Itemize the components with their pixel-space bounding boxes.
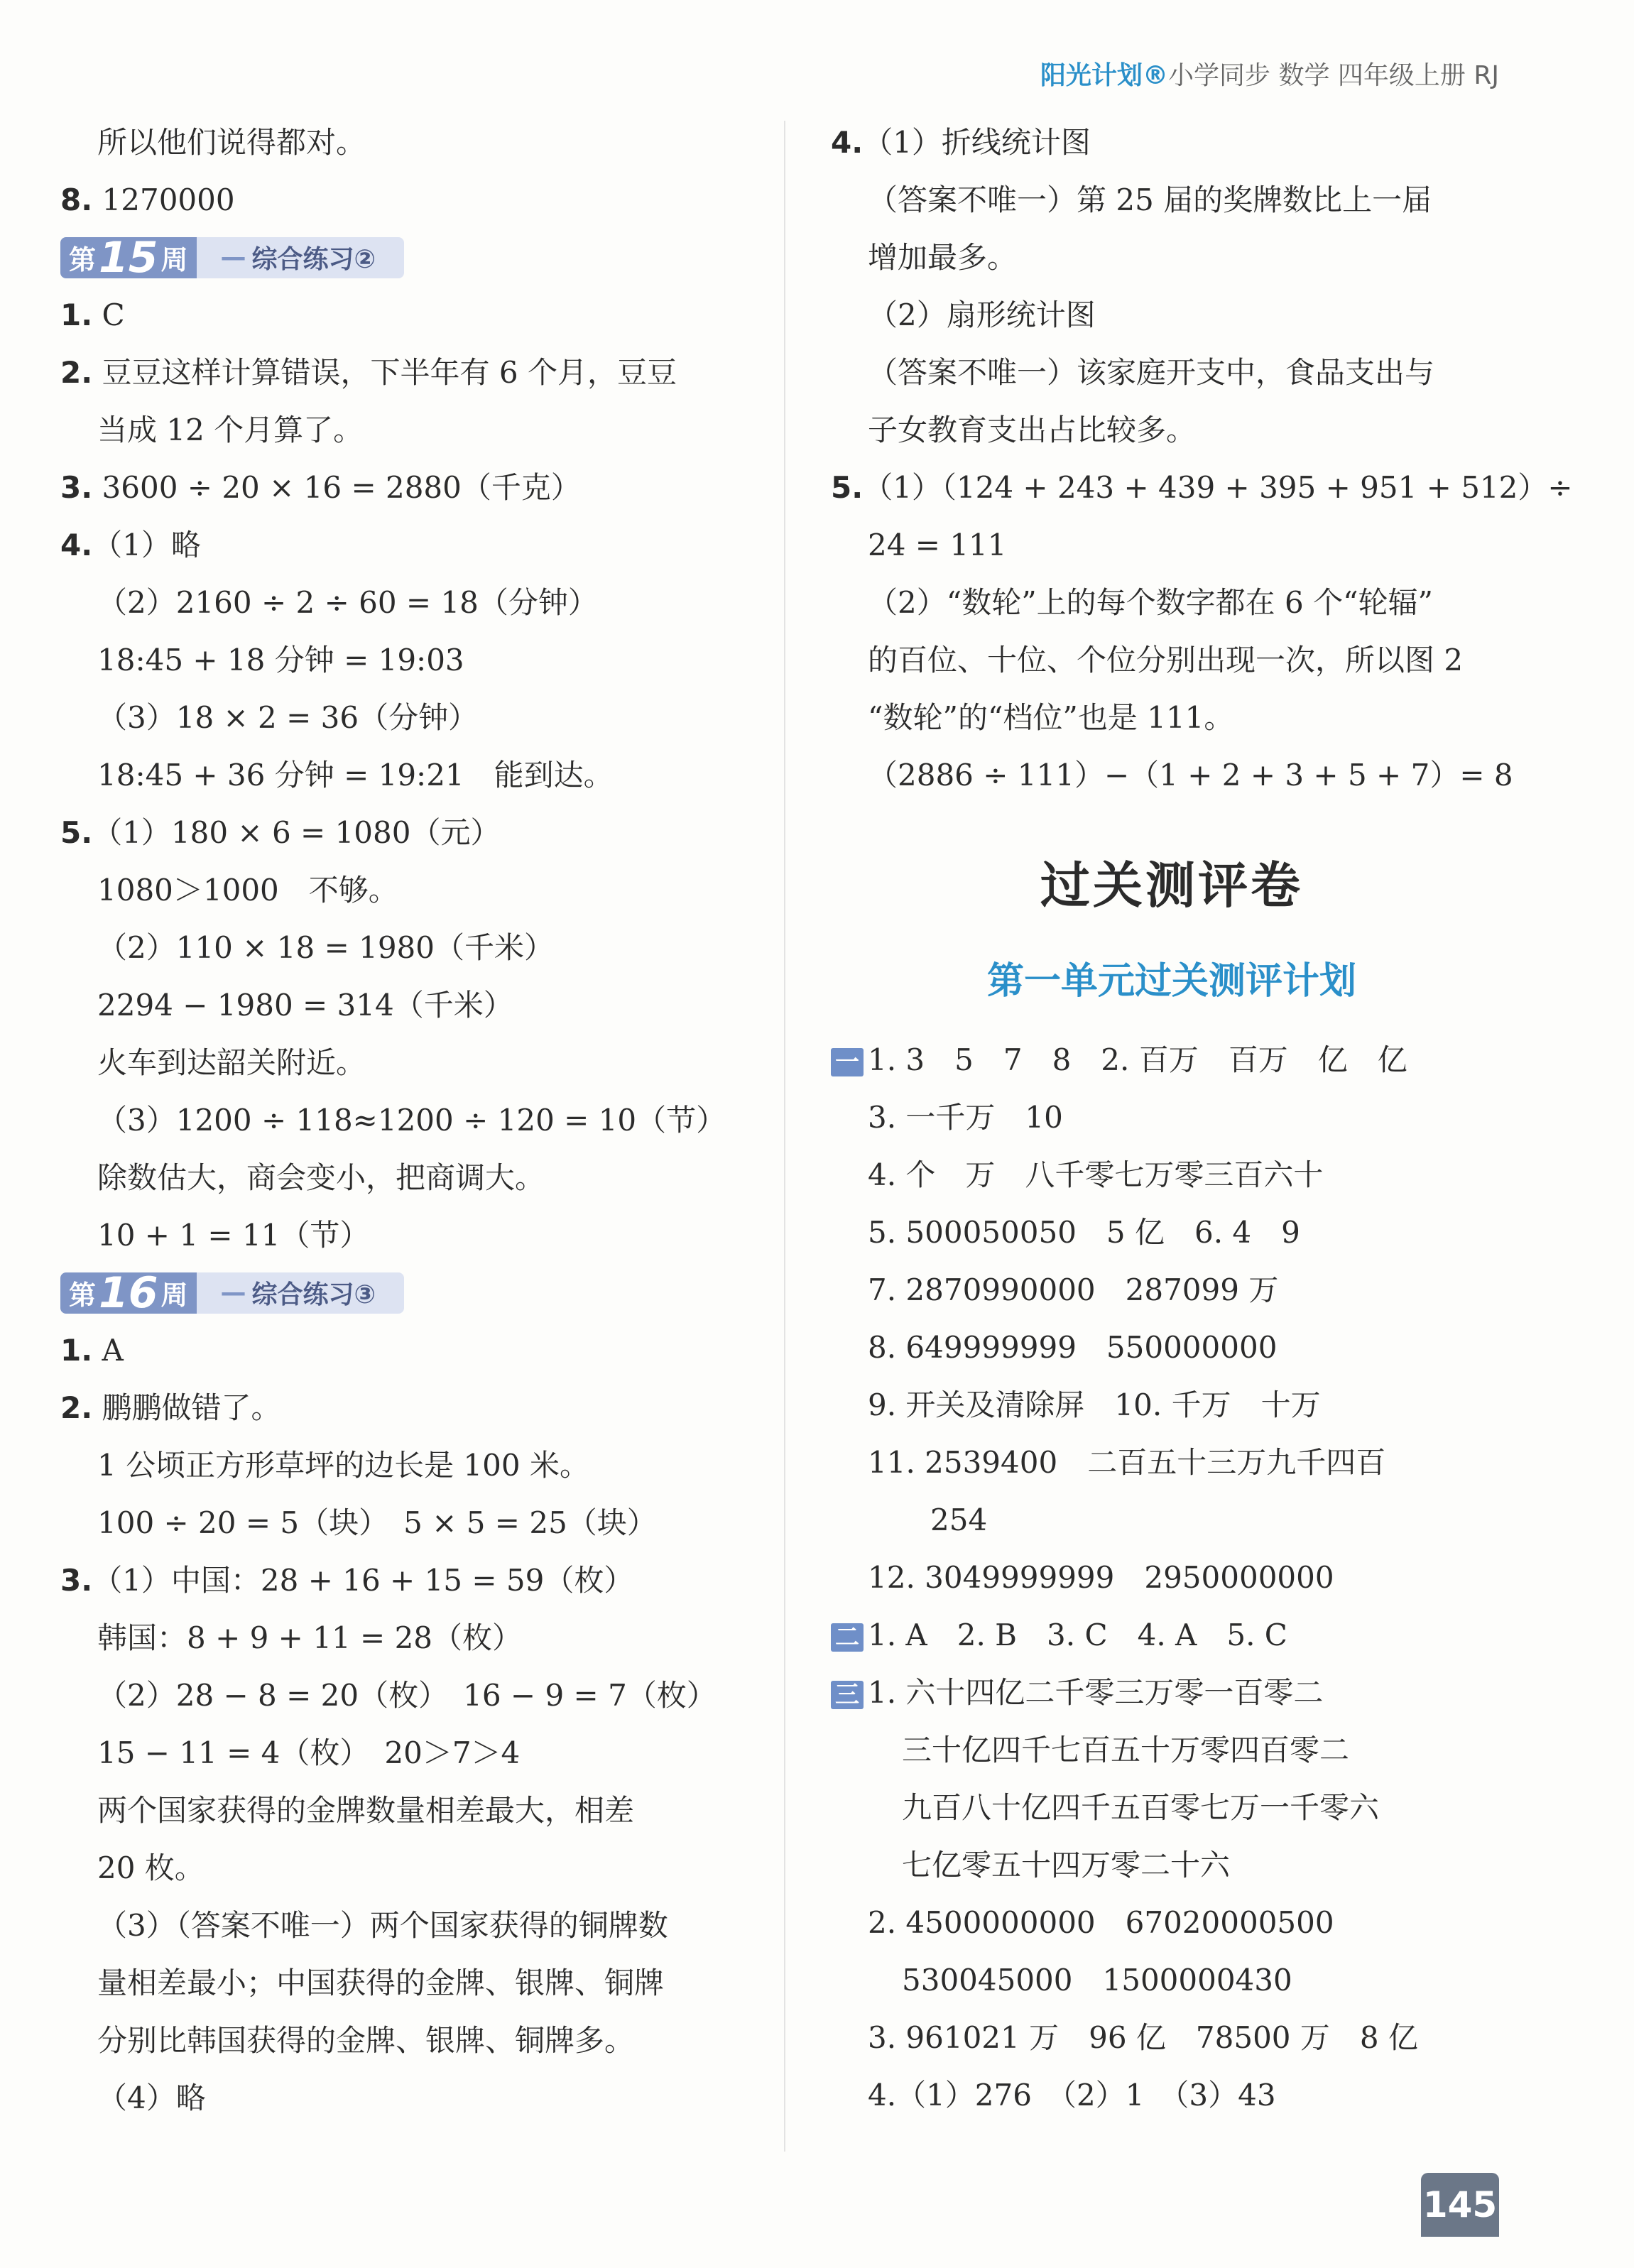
answer-line: 12. 3049999999 2950000000 [868,1560,1334,1595]
answer-line [60,1321,742,1379]
answer-line: 子女教育支出占比较多。 [868,413,1197,447]
answer-line: （2）110 × 18 = 1980（千米） [97,930,555,965]
answer-line [831,1031,1513,1089]
answer-line: 韩国：8 + 9 + 11 = 28（枚） [97,1620,523,1655]
column-divider [784,121,785,2152]
answer-line: 5. 500050050 5 亿 6. 4 9 [868,1215,1300,1250]
book-info: 小学同步 数学 四年级上册 RJ [1168,61,1499,90]
answer-line: （2）“数轮”上的每个数字都在 6 个“轮辐” [868,585,1434,620]
answer-line: （2）2160 ÷ 2 ÷ 60 = 18（分钟） [97,585,598,620]
answer-text: （1）（124 + 243 + 439 + 395 + 951 + 512）÷ [863,470,1573,505]
section-title: 过关测评卷 [1040,856,1303,915]
page-header [1040,55,1499,92]
answer-line: （3）（答案不唯一）两个国家获得的铜牌数 [97,1908,668,1943]
week-number: 16 [99,1267,158,1318]
answer-text: （1）180 × 6 = 1080（元） [92,815,501,850]
answer-text: 3600 ÷ 20 × 16 = 2880（千克） [92,470,581,505]
week-number: 15 [99,232,158,283]
answer-line [60,344,742,401]
week-suffix: 周 [160,1280,188,1311]
answer-line [60,459,742,516]
question-number: 5. [60,815,93,850]
answer-line: 10 + 1 = 11（节） [97,1218,370,1253]
answer-text: （1）折线统计图 [863,125,1091,160]
answer-line [831,114,1513,171]
section-one-icon: 一 [831,1048,864,1076]
answer-line: 18:45 + 36 分钟 = 19:21 能到达。 [97,758,614,792]
answer-line: 100 ÷ 20 = 5（块） 5 × 5 = 25（块） [97,1505,657,1540]
week-15-banner [60,229,742,286]
question-number: 3. [60,470,93,505]
week-topic [197,237,404,278]
week-16-banner [60,1264,742,1321]
question-number: 4. [60,528,93,562]
question-number: 1. [60,1333,93,1368]
answer-line: （3）1200 ÷ 118≈1200 ÷ 120 = 10（节） [97,1103,726,1138]
answer-line: “数轮”的“档位”也是 111。 [868,700,1234,735]
answer-text: 1. 六十四亿二千零三万零一百零二 [868,1675,1324,1710]
week-suffix: 周 [160,244,188,276]
answer-line: 量相差最小；中国获得的金牌、银牌、铜牌 [97,1966,665,2000]
week-topic [197,1272,404,1314]
answer-line: 24 = 111 [868,528,1007,562]
answer-line [60,171,742,229]
answer-line: 254 [930,1503,988,1537]
week-label [60,1267,197,1318]
answer-text: 鹏鹏做错了。 [92,1390,281,1425]
answer-line: 9. 开关及清除屏 10. 千万 十万 [868,1387,1321,1422]
answer-line: 1 公顷正方形草坪的边长是 100 米。 [97,1448,589,1483]
section-two-icon: 二 [831,1623,864,1652]
answer-line: （答案不唯一）第 25 届的奖牌数比上一届 [868,182,1432,217]
answer-line: （4）略 [97,2081,206,2115]
answer-text: 豆豆这样计算错误，下半年有 6 个月，豆豆 [92,355,677,390]
answer-line: 3. 961021 万 96 亿 78500 万 8 亿 [868,2020,1418,2055]
answer-text: 1. 3 5 7 8 2. 百万 百万 亿 亿 [868,1042,1407,1077]
question-number: 3. [60,1563,93,1598]
question-number: 4. [831,125,864,160]
section-three-icon: 三 [831,1681,864,1709]
answer-line [60,804,742,861]
answer-line: （2）扇形统计图 [868,298,1096,332]
week-topic-text: 综合练习③ [251,1280,376,1309]
brand-name: 阳光计划® [1040,61,1169,90]
left-column [60,114,742,2127]
question-number: 5. [831,470,864,505]
answer-line: 两个国家获得的金牌数量相差最大，相差 [97,1793,635,1828]
question-number: 1. [60,298,93,332]
answer-line: 除数估大，商会变小，把商调大。 [97,1160,545,1195]
answer-line [831,1664,1513,1721]
answer-line [60,516,742,574]
answer-line: 1080＞1000 不够。 [97,873,398,907]
question-number: 8. [60,182,93,217]
answer-line: 8. 649999999 550000000 [868,1330,1278,1365]
answer-line: 火车到达韶关附近。 [97,1045,366,1080]
answer-line: 2. 4500000000 67020000500 [868,1905,1334,1940]
answer-line: （答案不唯一）该家庭开支中，食品支出与 [868,355,1435,390]
unit-title: 第一单元过关测评计划 [986,960,1356,1003]
answer-text: （1）中国：28 + 16 + 15 = 59（枚） [92,1563,634,1598]
answer-line: 当成 12 个月算了。 [97,413,364,447]
week-topic-text: 综合练习② [251,245,376,274]
answer-line: （2）28 − 8 = 20（枚） 16 − 9 = 7（枚） [97,1678,717,1713]
answer-line: 18:45 + 18 分钟 = 19:03 [97,643,464,677]
week-label [60,232,197,283]
week-prefix: 第 [69,244,97,276]
answer-line [831,459,1573,516]
answer-line: 3. 一千万 10 [868,1100,1063,1135]
question-number: 2. [60,355,93,390]
answer-line: 4.（1）276 （2）1 （3）43 [868,2078,1276,2112]
dash-icon: — [220,1278,246,1307]
answer-line: 2294 − 1980 = 314（千米） [97,988,513,1023]
answer-line: （3）18 × 2 = 36（分钟） [97,700,479,735]
answer-line: 15 − 11 = 4（枚） 20＞7＞4 [97,1735,521,1770]
answer-text: 1. A 2. B 3. C 4. A 5. C [868,1618,1287,1652]
answer-line: （2886 ÷ 111）−（1 + 2 + 3 + 5 + 7）= 8 [868,758,1513,792]
answer-line [60,1379,742,1436]
answer-line: 三十亿四千七百五十万零四百零二 [902,1733,1350,1767]
answer-line: 所以他们说得都对。 [97,125,366,160]
week-prefix: 第 [69,1280,97,1311]
page-number: 145 [1421,2173,1499,2237]
answer-line: 20 枚。 [97,1850,205,1885]
answer-line [831,1606,1513,1664]
answer-text: A [92,1333,124,1368]
answer-line: 分别比韩国获得的金牌、银牌、铜牌多。 [97,2023,635,2058]
answer-line: 530045000 1500000430 [902,1963,1292,1997]
answer-line: 7. 2870990000 287099 万 [868,1272,1279,1307]
answer-text: （1）略 [92,528,201,562]
answer-text: C [92,298,125,332]
answer-line [60,1552,742,1609]
answer-text: 1270000 [92,182,235,217]
dash-icon: — [220,243,246,272]
answer-line: 4. 个 万 八千零七万零三百六十 [868,1157,1324,1192]
answer-line: 九百八十亿四千五百零七万一千零六 [902,1790,1380,1825]
answer-line: 的百位、十位、个位分别出现一次，所以图 2 [868,643,1464,677]
answer-line [60,286,742,344]
answer-line: 11. 2539400 二百五十三万九千四百 [868,1445,1386,1480]
right-column [831,114,1573,2124]
answer-line: 增加最多。 [868,240,1018,275]
answer-line: 七亿零五十四万零二十六 [902,1848,1231,1882]
question-number: 2. [60,1390,93,1425]
